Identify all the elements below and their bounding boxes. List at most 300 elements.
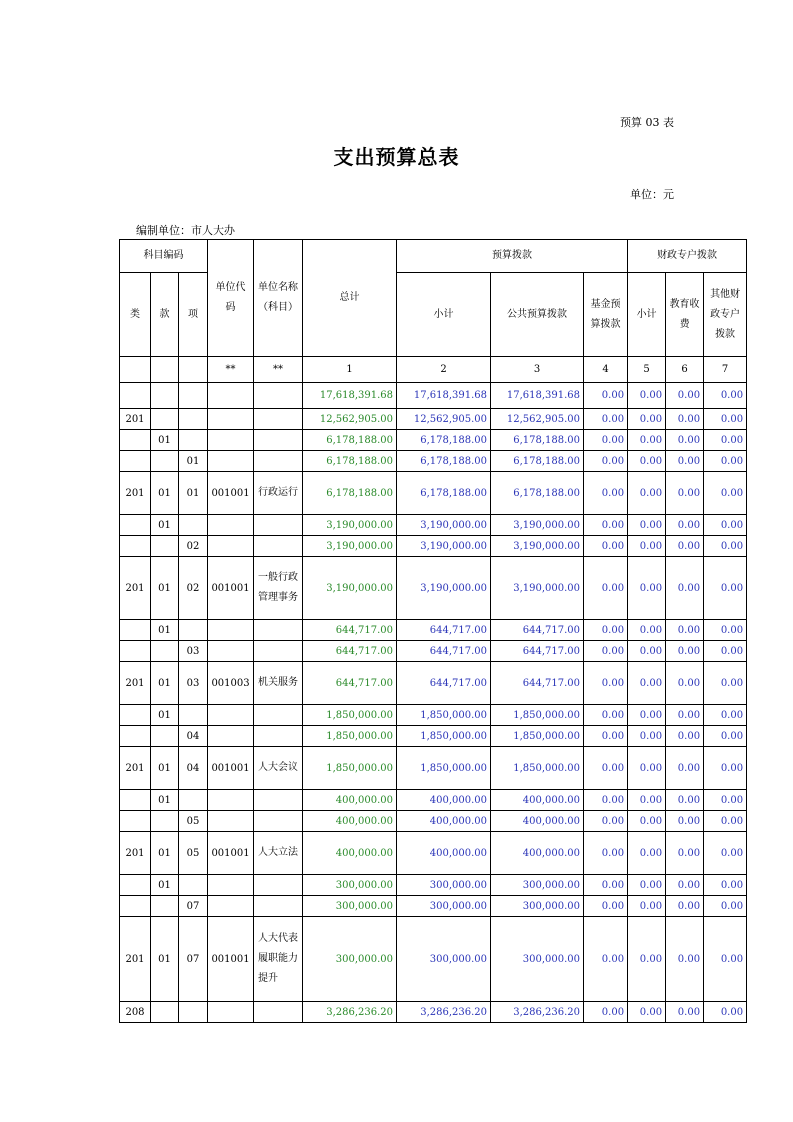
cell-subtotal: 300,000.00	[397, 875, 491, 896]
index-cell: 5	[628, 357, 666, 383]
cell-xiang	[179, 790, 208, 811]
cell-unit-name	[254, 515, 303, 536]
cell-kuan: 01	[151, 557, 179, 620]
cell-fund-budget: 0.00	[584, 383, 628, 409]
cell-fund-budget: 0.00	[584, 409, 628, 430]
cell-fund-budget: 0.00	[584, 430, 628, 451]
cell-kuan: 01	[151, 790, 179, 811]
cell-subtotal: 6,178,188.00	[397, 430, 491, 451]
page-title: 支出预算总表	[333, 145, 460, 169]
cell-subtotal: 3,190,000.00	[397, 557, 491, 620]
cell-special-subtotal: 0.00	[628, 620, 666, 641]
table-row	[120, 641, 747, 662]
cell-edu-fee: 0.00	[666, 641, 704, 662]
cell-fund-budget: 0.00	[584, 641, 628, 662]
cell-subtotal: 400,000.00	[397, 811, 491, 832]
cell-fund-budget: 0.00	[584, 790, 628, 811]
cell-xiang: 05	[179, 811, 208, 832]
cell-unit-code	[208, 536, 254, 557]
cell-subtotal: 644,717.00	[397, 641, 491, 662]
cell-unit-name	[254, 896, 303, 917]
cell-total: 12,562,905.00	[303, 409, 397, 430]
cell-lei	[120, 896, 151, 917]
table-row	[120, 451, 747, 472]
cell-xiang	[179, 515, 208, 536]
cell-unit-code	[208, 641, 254, 662]
table-row	[120, 832, 747, 875]
cell-total: 1,850,000.00	[303, 705, 397, 726]
cell-special-subtotal: 0.00	[628, 896, 666, 917]
cell-lei: 201	[120, 662, 151, 705]
cell-unit-name: 一般行政管理事务	[254, 557, 303, 620]
cell-fund-budget: 0.00	[584, 832, 628, 875]
index-cell	[179, 357, 208, 383]
cell-unit-name: 行政运行	[254, 472, 303, 515]
cell-xiang	[179, 430, 208, 451]
cell-public-budget: 6,178,188.00	[491, 451, 584, 472]
table-row	[120, 705, 747, 726]
header-total: 总计	[303, 240, 397, 357]
cell-other-special: 0.00	[704, 409, 747, 430]
cell-special-subtotal: 0.00	[628, 536, 666, 557]
cell-kuan	[151, 641, 179, 662]
cell-unit-code	[208, 811, 254, 832]
cell-public-budget: 400,000.00	[491, 790, 584, 811]
cell-total: 400,000.00	[303, 832, 397, 875]
header-budget-alloc: 预算拨款	[397, 240, 628, 273]
cell-unit-name	[254, 790, 303, 811]
cell-public-budget: 3,286,236.20	[491, 1002, 584, 1023]
cell-fund-budget: 0.00	[584, 811, 628, 832]
index-cell: **	[254, 357, 303, 383]
cell-subtotal: 644,717.00	[397, 620, 491, 641]
cell-edu-fee: 0.00	[666, 557, 704, 620]
cell-lei: 201	[120, 557, 151, 620]
header-subject-code: 科目编码	[120, 240, 208, 273]
cell-subtotal: 400,000.00	[397, 790, 491, 811]
cell-total: 644,717.00	[303, 641, 397, 662]
form-number: 预算 03 表	[620, 116, 674, 129]
cell-unit-code	[208, 790, 254, 811]
cell-xiang: 02	[179, 557, 208, 620]
cell-total: 3,190,000.00	[303, 557, 397, 620]
cell-fund-budget: 0.00	[584, 896, 628, 917]
cell-other-special: 0.00	[704, 790, 747, 811]
cell-lei	[120, 515, 151, 536]
cell-total: 400,000.00	[303, 790, 397, 811]
cell-subtotal: 3,190,000.00	[397, 515, 491, 536]
cell-other-special: 0.00	[704, 726, 747, 747]
table-row	[120, 472, 747, 515]
cell-total: 3,286,236.20	[303, 1002, 397, 1023]
cell-public-budget: 300,000.00	[491, 875, 584, 896]
cell-other-special: 0.00	[704, 557, 747, 620]
cell-public-budget: 3,190,000.00	[491, 515, 584, 536]
cell-total: 17,618,391.68	[303, 383, 397, 409]
header-public-budget: 公共预算拨款	[491, 273, 584, 357]
table-row	[120, 917, 747, 1002]
cell-unit-code: 001001	[208, 832, 254, 875]
cell-fund-budget: 0.00	[584, 747, 628, 790]
cell-edu-fee: 0.00	[666, 409, 704, 430]
cell-total: 3,190,000.00	[303, 536, 397, 557]
cell-xiang: 02	[179, 536, 208, 557]
cell-unit-code	[208, 726, 254, 747]
cell-xiang	[179, 875, 208, 896]
cell-unit-code	[208, 430, 254, 451]
cell-xiang	[179, 409, 208, 430]
cell-special-subtotal: 0.00	[628, 790, 666, 811]
budget-table	[119, 239, 747, 1023]
cell-unit-name	[254, 875, 303, 896]
cell-edu-fee: 0.00	[666, 620, 704, 641]
cell-other-special: 0.00	[704, 811, 747, 832]
cell-total: 6,178,188.00	[303, 472, 397, 515]
cell-fund-budget: 0.00	[584, 536, 628, 557]
cell-kuan	[151, 451, 179, 472]
cell-public-budget: 1,850,000.00	[491, 705, 584, 726]
index-row	[120, 357, 747, 383]
cell-kuan: 01	[151, 747, 179, 790]
cell-public-budget: 300,000.00	[491, 896, 584, 917]
cell-total: 6,178,188.00	[303, 451, 397, 472]
cell-edu-fee: 0.00	[666, 515, 704, 536]
header-other-special: 其他财政专户拨款	[704, 273, 747, 357]
cell-lei	[120, 620, 151, 641]
header-fund-budget: 基金预算拨款	[584, 273, 628, 357]
cell-other-special: 0.00	[704, 705, 747, 726]
cell-unit-name	[254, 811, 303, 832]
cell-subtotal: 3,286,236.20	[397, 1002, 491, 1023]
cell-other-special: 0.00	[704, 917, 747, 1002]
cell-other-special: 0.00	[704, 832, 747, 875]
cell-edu-fee: 0.00	[666, 832, 704, 875]
cell-other-special: 0.00	[704, 747, 747, 790]
table-row	[120, 557, 747, 620]
cell-subtotal: 400,000.00	[397, 832, 491, 875]
cell-total: 1,850,000.00	[303, 747, 397, 790]
cell-xiang: 03	[179, 641, 208, 662]
cell-public-budget: 300,000.00	[491, 917, 584, 1002]
cell-kuan	[151, 536, 179, 557]
index-cell: 6	[666, 357, 704, 383]
index-cell: 7	[704, 357, 747, 383]
cell-unit-name	[254, 536, 303, 557]
cell-unit-code	[208, 705, 254, 726]
table-row	[120, 790, 747, 811]
cell-subtotal: 1,850,000.00	[397, 726, 491, 747]
table-row	[120, 1002, 747, 1023]
cell-subtotal: 1,850,000.00	[397, 747, 491, 790]
header-lei: 类	[120, 273, 151, 357]
cell-total: 644,717.00	[303, 620, 397, 641]
cell-fund-budget: 0.00	[584, 705, 628, 726]
cell-fund-budget: 0.00	[584, 620, 628, 641]
cell-public-budget: 3,190,000.00	[491, 536, 584, 557]
table-row	[120, 536, 747, 557]
index-cell: 2	[397, 357, 491, 383]
cell-subtotal: 6,178,188.00	[397, 451, 491, 472]
cell-public-budget: 1,850,000.00	[491, 726, 584, 747]
index-cell: 1	[303, 357, 397, 383]
cell-unit-name	[254, 641, 303, 662]
cell-unit-name	[254, 430, 303, 451]
cell-xiang: 01	[179, 451, 208, 472]
index-cell: **	[208, 357, 254, 383]
cell-kuan: 01	[151, 515, 179, 536]
cell-kuan: 01	[151, 917, 179, 1002]
cell-unit-code	[208, 383, 254, 409]
cell-public-budget: 12,562,905.00	[491, 409, 584, 430]
table-row	[120, 726, 747, 747]
cell-total: 300,000.00	[303, 875, 397, 896]
header-subtotal: 小计	[397, 273, 491, 357]
cell-edu-fee: 0.00	[666, 536, 704, 557]
table-row	[120, 515, 747, 536]
cell-lei: 201	[120, 409, 151, 430]
cell-lei: 201	[120, 832, 151, 875]
cell-edu-fee: 0.00	[666, 875, 704, 896]
cell-unit-name	[254, 383, 303, 409]
cell-unit-name: 人大代表履职能力提升	[254, 917, 303, 1002]
cell-kuan: 01	[151, 472, 179, 515]
cell-public-budget: 1,850,000.00	[491, 747, 584, 790]
cell-xiang: 01	[179, 472, 208, 515]
cell-unit-name	[254, 1002, 303, 1023]
cell-lei: 201	[120, 472, 151, 515]
cell-other-special: 0.00	[704, 536, 747, 557]
cell-special-subtotal: 0.00	[628, 515, 666, 536]
cell-other-special: 0.00	[704, 515, 747, 536]
cell-other-special: 0.00	[704, 641, 747, 662]
cell-unit-name	[254, 705, 303, 726]
cell-kuan	[151, 896, 179, 917]
cell-xiang	[179, 383, 208, 409]
cell-total: 6,178,188.00	[303, 430, 397, 451]
cell-other-special: 0.00	[704, 430, 747, 451]
header-special-alloc: 财政专户拨款	[628, 240, 747, 273]
cell-xiang: 04	[179, 747, 208, 790]
cell-subtotal: 3,190,000.00	[397, 536, 491, 557]
cell-public-budget: 644,717.00	[491, 620, 584, 641]
cell-edu-fee: 0.00	[666, 662, 704, 705]
cell-unit-code: 001001	[208, 557, 254, 620]
cell-special-subtotal: 0.00	[628, 726, 666, 747]
cell-edu-fee: 0.00	[666, 917, 704, 1002]
cell-unit-name: 人大会议	[254, 747, 303, 790]
cell-kuan: 01	[151, 620, 179, 641]
cell-kuan: 01	[151, 875, 179, 896]
cell-special-subtotal: 0.00	[628, 832, 666, 875]
cell-special-subtotal: 0.00	[628, 875, 666, 896]
cell-kuan	[151, 409, 179, 430]
cell-lei	[120, 811, 151, 832]
cell-kuan	[151, 1002, 179, 1023]
cell-unit-code: 001003	[208, 662, 254, 705]
cell-kuan: 01	[151, 662, 179, 705]
cell-lei: 201	[120, 917, 151, 1002]
header-unit-name: 单位名称（科目）	[254, 240, 303, 357]
cell-special-subtotal: 0.00	[628, 811, 666, 832]
cell-public-budget: 6,178,188.00	[491, 472, 584, 515]
cell-unit-code	[208, 875, 254, 896]
cell-other-special: 0.00	[704, 383, 747, 409]
cell-unit-code	[208, 1002, 254, 1023]
cell-fund-budget: 0.00	[584, 875, 628, 896]
cell-fund-budget: 0.00	[584, 662, 628, 705]
cell-total: 644,717.00	[303, 662, 397, 705]
cell-edu-fee: 0.00	[666, 705, 704, 726]
cell-xiang: 03	[179, 662, 208, 705]
cell-lei: 201	[120, 747, 151, 790]
index-cell	[120, 357, 151, 383]
cell-public-budget: 644,717.00	[491, 662, 584, 705]
cell-public-budget: 17,618,391.68	[491, 383, 584, 409]
cell-other-special: 0.00	[704, 875, 747, 896]
cell-xiang	[179, 705, 208, 726]
cell-public-budget: 400,000.00	[491, 832, 584, 875]
header-kuan: 款	[151, 273, 179, 357]
table-row	[120, 620, 747, 641]
cell-unit-name	[254, 726, 303, 747]
index-cell	[151, 357, 179, 383]
header-unit-code: 单位代码	[208, 240, 254, 357]
cell-unit-code: 001001	[208, 917, 254, 1002]
header-xiang: 项	[179, 273, 208, 357]
cell-subtotal: 17,618,391.68	[397, 383, 491, 409]
cell-special-subtotal: 0.00	[628, 705, 666, 726]
cell-kuan	[151, 726, 179, 747]
cell-lei	[120, 430, 151, 451]
cell-xiang: 07	[179, 896, 208, 917]
cell-total: 1,850,000.00	[303, 726, 397, 747]
cell-other-special: 0.00	[704, 472, 747, 515]
cell-subtotal: 12,562,905.00	[397, 409, 491, 430]
cell-subtotal: 644,717.00	[397, 662, 491, 705]
cell-unit-code	[208, 451, 254, 472]
cell-fund-budget: 0.00	[584, 515, 628, 536]
cell-fund-budget: 0.00	[584, 557, 628, 620]
cell-lei	[120, 383, 151, 409]
cell-other-special: 0.00	[704, 896, 747, 917]
cell-xiang: 05	[179, 832, 208, 875]
cell-special-subtotal: 0.00	[628, 472, 666, 515]
table-row	[120, 875, 747, 896]
cell-special-subtotal: 0.00	[628, 917, 666, 1002]
cell-subtotal: 6,178,188.00	[397, 472, 491, 515]
table-row	[120, 430, 747, 451]
cell-fund-budget: 0.00	[584, 1002, 628, 1023]
cell-unit-name	[254, 451, 303, 472]
cell-lei	[120, 536, 151, 557]
cell-special-subtotal: 0.00	[628, 451, 666, 472]
cell-xiang	[179, 1002, 208, 1023]
cell-special-subtotal: 0.00	[628, 747, 666, 790]
cell-special-subtotal: 0.00	[628, 1002, 666, 1023]
cell-unit-code: 001001	[208, 747, 254, 790]
header-edu-fee: 教育收费	[666, 273, 704, 357]
cell-xiang	[179, 620, 208, 641]
cell-public-budget: 644,717.00	[491, 641, 584, 662]
cell-edu-fee: 0.00	[666, 790, 704, 811]
cell-subtotal: 300,000.00	[397, 896, 491, 917]
table-row	[120, 896, 747, 917]
cell-fund-budget: 0.00	[584, 726, 628, 747]
cell-special-subtotal: 0.00	[628, 430, 666, 451]
cell-kuan: 01	[151, 832, 179, 875]
cell-total: 400,000.00	[303, 811, 397, 832]
cell-unit-code	[208, 409, 254, 430]
table-row	[120, 383, 747, 409]
cell-lei	[120, 875, 151, 896]
cell-special-subtotal: 0.00	[628, 383, 666, 409]
cell-unit-name: 人大立法	[254, 832, 303, 875]
cell-lei	[120, 451, 151, 472]
cell-xiang: 07	[179, 917, 208, 1002]
cell-unit-code	[208, 515, 254, 536]
cell-unit-code: 001001	[208, 472, 254, 515]
cell-unit-code	[208, 896, 254, 917]
cell-kuan: 01	[151, 430, 179, 451]
table-row	[120, 811, 747, 832]
compiling-unit: 编制单位：市人大办	[136, 224, 235, 237]
cell-subtotal: 300,000.00	[397, 917, 491, 1002]
cell-other-special: 0.00	[704, 620, 747, 641]
table-row	[120, 747, 747, 790]
cell-kuan	[151, 811, 179, 832]
cell-kuan: 01	[151, 705, 179, 726]
cell-special-subtotal: 0.00	[628, 557, 666, 620]
cell-subtotal: 1,850,000.00	[397, 705, 491, 726]
cell-unit-name: 机关服务	[254, 662, 303, 705]
cell-edu-fee: 0.00	[666, 726, 704, 747]
cell-edu-fee: 0.00	[666, 811, 704, 832]
index-cell: 4	[584, 357, 628, 383]
cell-xiang: 04	[179, 726, 208, 747]
cell-edu-fee: 0.00	[666, 747, 704, 790]
cell-edu-fee: 0.00	[666, 896, 704, 917]
cell-total: 300,000.00	[303, 896, 397, 917]
cell-lei	[120, 705, 151, 726]
cell-other-special: 0.00	[704, 451, 747, 472]
cell-other-special: 0.00	[704, 662, 747, 705]
cell-total: 3,190,000.00	[303, 515, 397, 536]
cell-lei	[120, 726, 151, 747]
cell-special-subtotal: 0.00	[628, 641, 666, 662]
table-row	[120, 409, 747, 430]
cell-public-budget: 400,000.00	[491, 811, 584, 832]
currency-unit: 单位：元	[630, 188, 674, 201]
index-cell: 3	[491, 357, 584, 383]
cell-other-special: 0.00	[704, 1002, 747, 1023]
cell-edu-fee: 0.00	[666, 472, 704, 515]
cell-unit-name	[254, 620, 303, 641]
cell-fund-budget: 0.00	[584, 472, 628, 515]
table-row	[120, 662, 747, 705]
header-special-subtotal: 小计	[628, 273, 666, 357]
cell-unit-name	[254, 409, 303, 430]
cell-edu-fee: 0.00	[666, 430, 704, 451]
cell-public-budget: 3,190,000.00	[491, 557, 584, 620]
cell-special-subtotal: 0.00	[628, 662, 666, 705]
cell-edu-fee: 0.00	[666, 451, 704, 472]
cell-total: 300,000.00	[303, 917, 397, 1002]
cell-fund-budget: 0.00	[584, 451, 628, 472]
cell-edu-fee: 0.00	[666, 1002, 704, 1023]
cell-public-budget: 6,178,188.00	[491, 430, 584, 451]
cell-edu-fee: 0.00	[666, 383, 704, 409]
cell-lei	[120, 790, 151, 811]
